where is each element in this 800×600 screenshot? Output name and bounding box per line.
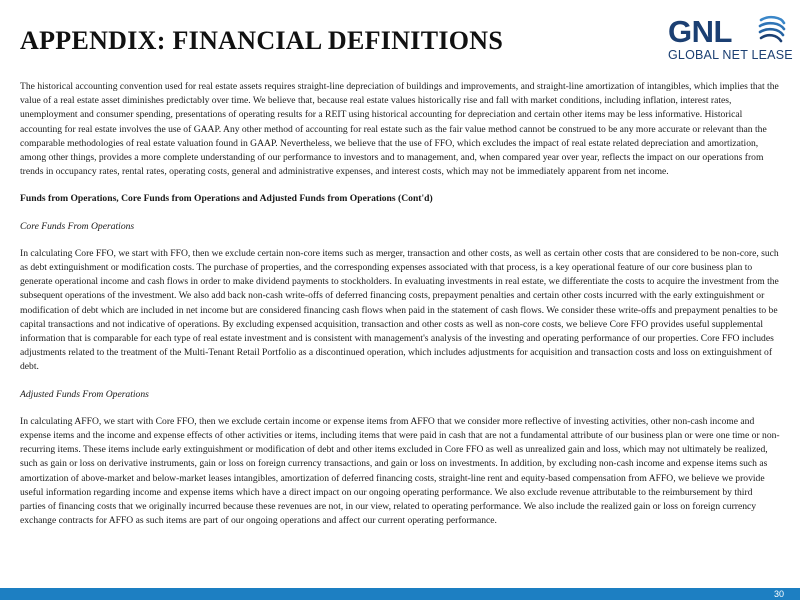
affo-heading: Adjusted Funds From Operations (20, 388, 149, 400)
logo-subtitle: GLOBAL NET LEASE (668, 48, 793, 62)
logo-mark-text: GNL (668, 14, 732, 49)
section-heading: Funds from Operations, Core Funds from Operations and Adjusted Funds from Operations (Cont'd) (20, 193, 433, 205)
definitions-body (20, 80, 780, 541)
company-logo (640, 8, 793, 68)
page-title: APPENDIX: FINANCIAL DEFINITIONS (20, 26, 504, 55)
intro-paragraph: The historical accounting convention used for real estate assets requires straight-line depreciation of buildings and improvements, and straight-line amortization of intangibles, which implies that the value of a real estate asset diminishes predictably over time. We believe that, because real estate values historically rise and fall with market conditions, including inflation, interest rates, unemployment and consumer spending, presentations of operating results for a REIT using historical accounting for depreciation and certain other items may be less informative. Historical accounting for real estate involves the use of GAAP. Any other method of accounting for real estate such as the fair value method cannot be construed to be any more accurate or relevant than the comparable methodologies of real estate valuation found in GAAP. Nevertheless, we believe that the use of FFO, which excludes the impact of real estate related depreciation and amortization, among other things, provides a more complete understanding of our performance to investors and to management, and, when compared year over year, reflects the impact on our operations from trends in occupancy rates, rental rates, operating costs, general and administrative expenses, and interest costs, which may not be immediately apparent from net income. (20, 81, 779, 178)
page-number: 30 (773, 589, 784, 599)
affo-paragraph: In calculating AFFO, we start with Core FFO, then we exclude certain income or expense items from AFFO that we consider more reflective of investing activities, other non-cash income and expense items and the income and expense effects of other activities or items, including items that were paid in cash that are not a fundamental attribute of our business plan or were one time or non-recurring items. These items include early extinguishment or modification of debt and other items excluded in Core FFO as well as unrealized gain and loss, which may not ultimately be realized, such as gain or loss on derivative instruments, gain or loss on foreign currency transactions, and gain or loss on investments. In addition, by excluding non-cash income and expense items such as amortization of above-market and below-market leases intangibles, amortization of deferred financing costs, straight-line rent and equity-based compensation from AFFO, we believe we provide useful information regarding income and expense items which have a direct impact on our ongoing operating performance. We also exclude revenue attributable to the reimbursement by third parties of financing costs that we originally incurred because these revenues are not, in our view, related to operating performance. We also include the realized gain or loss on foreign currency exchange contracts for AFFO as such items are part of our ongoing operations and affect our current operating performance. (20, 415, 780, 527)
core-ffo-paragraph: In calculating Core FFO, we start with FFO, then we exclude certain non-core items such as merger, transaction and other costs, as well as certain other costs that are considered to be non-core, such as debt extinguishment or modification costs. The purchase of properties, and the corresponding expenses associated with that process, is a key operational feature of our core business plan to generate operational income and cash flows in order to make dividend payments to stockholders. In evaluating investments in real estate, we differentiate the costs to acquire the investment from the subsequent operations of the investment. We also add back non-cash write-offs of deferred financing costs, prepayment penalties and certain other costs incurred with the early extinguishment or modification of debt which are included in net income but are considered financing cash flows when paid in the statement of cash flows. We consider these write-offs and prepayment penalties to be capital transactions and not indicative of operations. By excluding expensed acquisition, transaction and other costs as well as non-core costs, we believe Core FFO provides useful supplemental information that is comparable for each type of real estate investment and is consistent with management's analysis of the investing and operating performance of our properties. Core FFO includes adjustments related to the treatment of the Multi-Tenant Retail Portfolio as a discontinued operation, which includes adjustments for acquisition and transaction costs and loss on extinguishment of debt. (20, 247, 779, 373)
wave-swirl-icon (757, 14, 787, 46)
footer-bar (0, 588, 800, 600)
core-ffo-heading: Core Funds From Operations (20, 220, 135, 232)
